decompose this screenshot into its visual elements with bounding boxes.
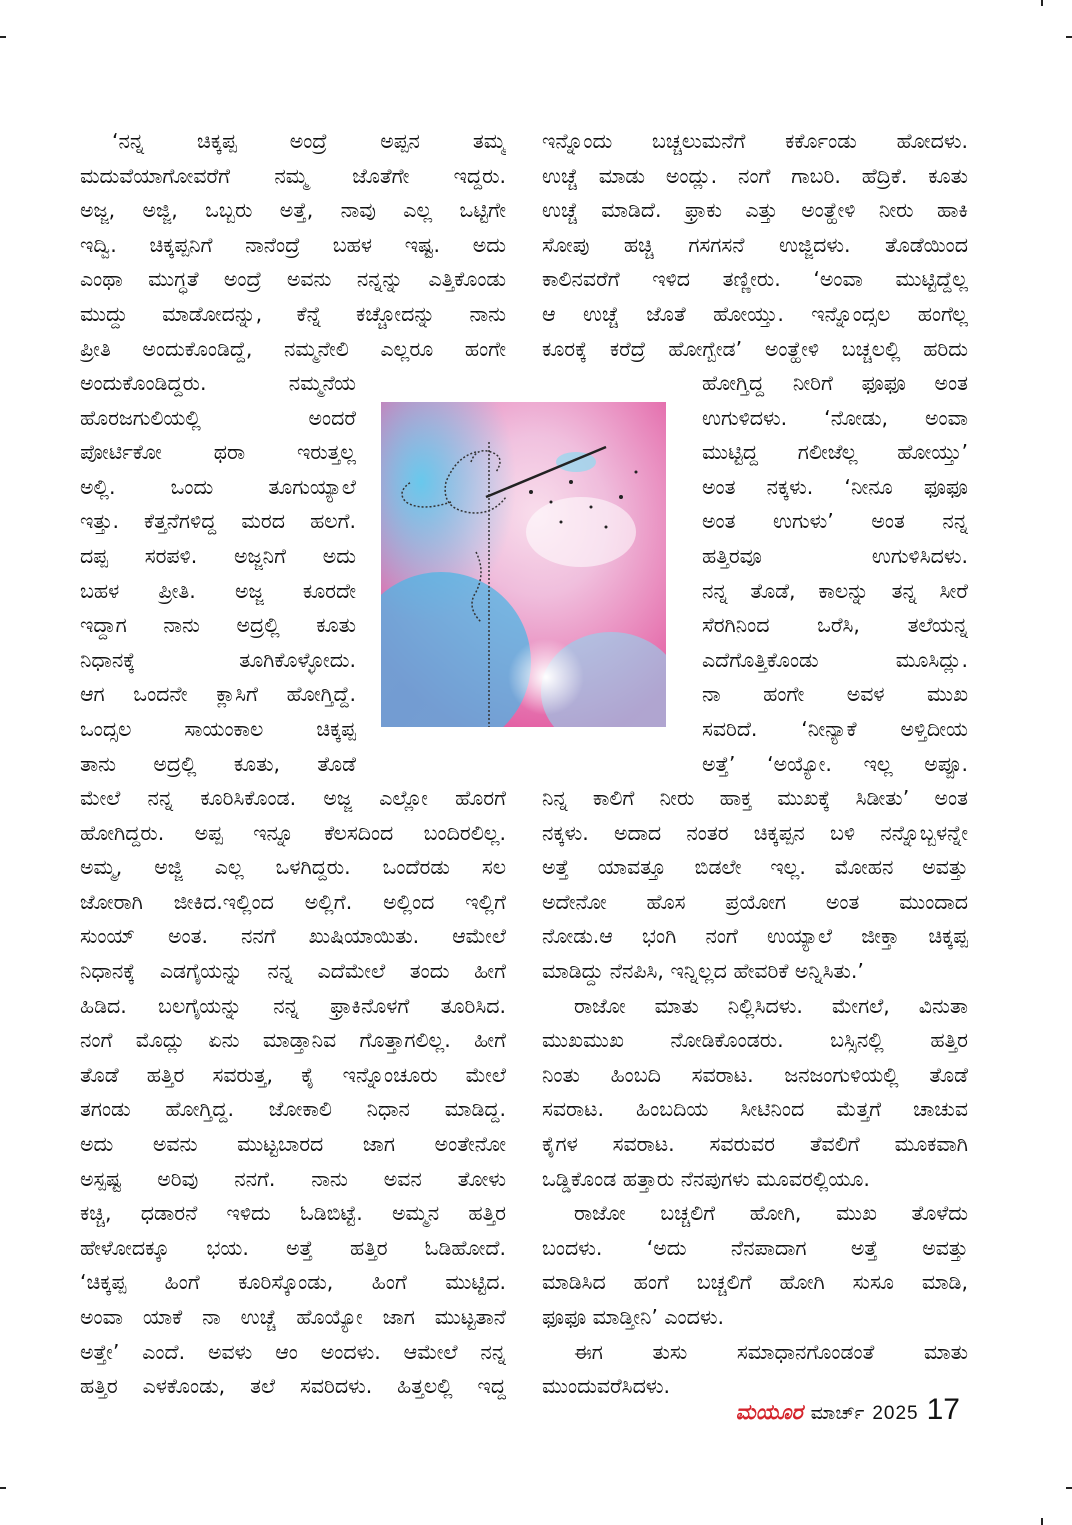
paragraph-line: ನಕ್ಕಳು. ಅದಾದ ನಂತರ ಚಿಕ್ಕಪ್ಪನ ಬಳಿ ನನ್ನೊಬ್ಬಳನ್ನೇ [542, 820, 968, 845]
paragraph-line: ತಗಂಡು ಹೋಗ್ತಿದ್ದ. ಜೋಕಾಲಿ ನಿಧಾನ ಮಾಡಿದ್ದ. [80, 1097, 506, 1122]
right-column-top [542, 124, 968, 366]
paragraph-line: ಪ್ರೀತಿ ಅಂದುಕೊಂಡಿದ್ದೆ, ನಮ್ಮನೇಲಿ ಎಲ್ಲರೂ ಹಂಗೇ [80, 336, 506, 361]
left-column-wrap [80, 366, 356, 781]
paragraph-line: ತಾನು ಅದ್ರಲ್ಲಿ ಕೂತು, ತೊಡೆ [80, 751, 356, 776]
paragraph-line: ರಾಜೋ ಬಚ್ಚಲಿಗೆ ಹೋಗಿ, ಮುಖ ತೊಳೆದು [574, 1201, 968, 1226]
paragraph-line: ‘ನನ್ನ ಚಿಕ್ಕಪ್ಪ ಅಂದ್ರೆ ಅಪ್ಪನ ತಮ್ಮ [112, 129, 506, 153]
paragraph-line: ನನ್ನ ತೊಡೆ, ಕಾಲನ್ನು ತನ್ನ ಸೀರೆ [702, 578, 968, 603]
paragraph-line: ನಿಧಾನಕ್ಕೆ ತೂಗಿಕೊಳ್ಳೋದು. [80, 647, 356, 672]
paragraph-line: ಹತ್ತಿರವೂ ಉಗುಳಿಸಿದಳು. [702, 543, 968, 568]
crop-mark [1041, 1518, 1043, 1525]
paragraph-line: ಸವರಾಟ. ಹಿಂಬದಿಯ ಸೀಟಿನಿಂದ ಮೆತ್ತಗೆ ಚಾಚುವ [542, 1097, 968, 1122]
paragraph-line: ಅತ್ತೆ ಯಾವತ್ತೂ ಬಿಡಲೇ ಇಲ್ಲ. ಮೋಹನ ಅವತ್ತು [542, 855, 968, 880]
crop-mark [1041, 0, 1043, 6]
paragraph-line: ಎಂಥಾ ಮುಗ್ಧತೆ ಅಂದ್ರೆ ಅವನು ನನ್ನನ್ನು ಎತ್ತಿಕೊಂಡು [80, 267, 506, 292]
magazine-logo: ಮಯೂರ [735, 1401, 803, 1424]
paragraph-line: ಉಚ್ಚೆ ಮಾಡು ಅಂದ್ಲು. ನಂಗೆ ಗಾಬರಿ. ಹೆದ್ರಿಕೆ. ಕೂತು [542, 163, 968, 188]
paragraph-line: ಕೂರಕ್ಕೆ ಕರೆದ್ರೆ ಹೋಗ್ಬೇಡ’ ಅಂತ್ಹೇಳಿ ಬಚ್ಚಲಲ್ಲಿ ಹರಿದು [542, 336, 968, 361]
crop-mark [1066, 36, 1072, 38]
paragraph-line: ಅಮ್ಮ, ಅಜ್ಜಿ ಎಲ್ಲ ಒಳಗಿದ್ದರು. ಒಂದೆರಡು ಸಲ [80, 855, 506, 880]
paragraph-line: ಮೇಲೆ ನನ್ನ ಕೂರಿಸಿಕೊಂಡ. ಅಜ್ಜ ಎಲ್ಲೋ ಹೊರಗೆ [80, 786, 506, 810]
paragraph-line: ಎದೆಗೊತ್ತಿಕೊಂಡು ಮೂಸಿದ್ಲು. [702, 647, 968, 672]
paragraph-line: ಹೋಗಿದ್ದರು. ಅಪ್ಪ ಇನ್ನೂ ಕೆಲಸದಿಂದ ಬಂದಿರಲಿಲ್ಲ. [80, 820, 506, 845]
paragraph-line: ಅಂತ ನಕ್ಕಳು. ‘ನೀನೂ ಫೂಫೂ [702, 474, 968, 499]
paragraph-line: ಹೇಳೋದಕ್ಕೂ ಭಯ. ಅತ್ತೆ ಹತ್ತಿರ ಓಡಿಹೋದೆ. [80, 1235, 506, 1260]
paragraph-line: ಮಾಡಿಸಿದ ಹಂಗೆ ಬಚ್ಚಲಿಗೆ ಹೋಗಿ ಸುಸೂ ಮಾಡಿ, [542, 1270, 968, 1295]
paragraph-line: ರಾಜೋ ಮಾತು ನಿಲ್ಲಿಸಿದಳು. ಮೇಗಲೆ, ವಿನುತಾ [574, 993, 968, 1018]
paragraph-line: ಸುಂಯ್ ಅಂತ. ನನಗೆ ಖುಷಿಯಾಯಿತು. ಆಮೇಲೆ [80, 924, 506, 949]
paragraph-line: ನಿಂತು ಹಿಂಬದಿ ಸವರಾಟ. ಜನಜಂಗುಳಿಯಲ್ಲಿ ತೊಡೆ [542, 1062, 968, 1087]
paragraph-line: ಮುದ್ದು ಮಾಡೋದನ್ನು, ಕೆನ್ನೆ ಕಚ್ಚೋದನ್ನು ನಾನು [80, 301, 506, 326]
paragraph-line: ತೊಡೆ ಹತ್ತಿರ ಸವರುತ್ತ, ಕೈ ಇನ್ನೊಂಚೂರು ಮೇಲೆ [80, 1062, 506, 1087]
paragraph-line: ನೋಡು.ಆ ಭಂಗಿ ನಂಗೆ ಉಯ್ಯಾಲೆ ಜೀಕ್ತಾ ಚಿಕ್ಕಪ್ಪ [542, 924, 968, 949]
paragraph-line: ಮಾಡಿದ್ದು ನೆನಪಿಸಿ, ಇನ್ನಿಲ್ಲದ ಹೇವರಿಕೆ ಅನ್ನಿಸಿತು.’ [542, 958, 864, 983]
paragraph-line: ಅದು ಅವನು ಮುಟ್ಟಬಾರದ ಜಾಗ ಅಂತೇನೋ [80, 1131, 506, 1156]
paragraph-line: ಸವರಿದೆ. ‘ನೀನ್ಯಾಕೆ ಅಳ್ತಿದೀಯ [702, 716, 968, 741]
paragraph-line: ಅಂವಾ ಯಾಕೆ ನಾ ಉಚ್ಚೆ ಹೊಯ್ಯೋ ಜಾಗ ಮುಟ್ಟತಾನೆ [80, 1304, 506, 1329]
crop-mark [0, 1487, 6, 1489]
paragraph-line: ಆ ಉಚ್ಚೆ ಜೊತೆ ಹೋಯ್ತು. ಇನ್ನೊಂದ್ಸಲ ಹಂಗೆಲ್ಲ [542, 301, 968, 326]
paragraph-line: ನಂಗೆ ಮೊದ್ಲು ಏನು ಮಾಡ್ತಾನಿವ ಗೊತ್ತಾಗಲಿಲ್ಲ. ಹೀಗೆ [80, 1028, 506, 1053]
article-illustration [381, 402, 666, 727]
paragraph-line: ಪೋರ್ಟಿಕೋ ಥರಾ ಇರುತ್ತಲ್ಲ [80, 440, 356, 465]
paragraph-line: ಅಂತ ಉಗುಳು’ ಅಂತ ನನ್ನ [702, 509, 968, 534]
paragraph-line: ಹತ್ತಿರ ಎಳಕೊಂಡು, ತಲೆ ಸವರಿದಳು. ಹಿತ್ತಲಲ್ಲಿ ಇದ್ದ [80, 1374, 506, 1399]
paragraph-line: ಫೂಫೂ ಮಾಡ್ತೀನಿ’ ಎಂದಳು. [542, 1304, 725, 1329]
paragraph-line: ಇನ್ನೊಂದು ಬಚ್ಚಲುಮನೆಗೆ ಕರ್ಕೊಂಡು ಹೋದಳು. [542, 129, 968, 153]
paragraph-line: ದಪ್ಪ ಸರಪಳಿ. ಅಜ್ಜನಿಗೆ ಅದು [80, 543, 356, 568]
paragraph-line: ಒಡ್ಡಿಕೊಂಡ ಹತ್ತಾರು ನೆನಪುಗಳು ಮೂವರಲ್ಲಿಯೂ. [542, 1166, 870, 1191]
left-column-bottom [80, 781, 506, 1404]
paragraph-line: ಹೊರಜಗುಲಿಯಲ್ಲಿ ಅಂದರೆ [80, 405, 356, 430]
paragraph-line: ನಿಧಾನಕ್ಕೆ ಎಡಗೈಯನ್ನು ನನ್ನ ಎದೆಮೇಲೆ ತಂದು ಹೀಗೆ [80, 958, 506, 983]
issue-month: ಮಾರ್ಚ್ [810, 1403, 865, 1424]
paragraph-line: ಸೋಪು ಹಚ್ಚಿ ಗಸಗಸನೆ ಉಜ್ಜಿದಳು. ತೊಡೆಯಿಂದ [542, 232, 968, 257]
paragraph-line: ಇತ್ತು. ಕೆತ್ತನೆಗಳಿದ್ದ ಮರದ ಹಲಗೆ. [80, 509, 356, 534]
paragraph-line: ಮದುವೆಯಾಗೋವರೆಗೆ ನಮ್ಮ ಜೊತೆಗೇ ಇದ್ದರು. [80, 163, 506, 188]
paragraph-line: ಅತ್ತೆ’ ‘ಅಯ್ಯೋ. ಇಲ್ಲ ಅಪ್ಪೂ. [702, 751, 968, 776]
paragraph-line: ಅಲ್ಲಿ. ಒಂದು ತೂಗುಯ್ಯಾಲೆ [80, 474, 356, 499]
paragraph-line: ‘ಚಿಕ್ಕಪ್ಪ ಹಿಂಗೆ ಕೂರಿಸ್ಕೊಂಡು, ಹಿಂಗೆ ಮುಟ್ಟಿದ. [80, 1270, 506, 1295]
page-footer [736, 1393, 960, 1433]
paragraph-line: ಅಂದುಕೊಂಡಿದ್ದರು. ನಮ್ಮನೆಯ [80, 371, 356, 395]
paragraph-line: ಉಗುಳಿದಳು. ‘ನೋಡು, ಅಂವಾ [702, 405, 968, 430]
paragraph-line: ಅತ್ತೇ’ ಎಂದೆ. ಅವಳು ಆಂ ಅಂದಳು. ಆಮೇಲೆ ನನ್ನ [80, 1339, 506, 1364]
paragraph-line: ಅದೇನೋ ಹೊಸ ಪ್ರಯೋಗ ಅಂತ ಮುಂದಾದ [542, 889, 968, 914]
paragraph-line: ಜೋರಾಗಿ ಜೀಕಿದ.ಇಲ್ಲಿಂದ ಅಲ್ಲಿಗೆ. ಅಲ್ಲಿಂದ ಇಲ್ಲಿಗೆ [80, 889, 506, 914]
illustration-art [381, 402, 666, 727]
paragraph-line: ಬಹಳ ಪ್ರೀತಿ. ಅಜ್ಜ ಕೂರದೇ [80, 578, 356, 603]
page-number: 17 [926, 1393, 960, 1426]
paragraph-line: ನಾ ಹಂಗೇ ಅವಳ ಮುಖ [702, 682, 968, 707]
right-column-bottom [542, 781, 968, 1404]
paragraph-line: ಹೋಗ್ತಿದ್ದ ನೀರಿಗೆ ಫೂಫೂ ಅಂತ [702, 371, 968, 395]
left-column-top [80, 124, 506, 366]
paragraph-line: ಹಿಡಿದ. ಬಲಗೈಯನ್ನು ನನ್ನ ಫ್ರಾಕಿನೊಳಗೆ ತೂರಿಸಿದ. [80, 993, 506, 1018]
right-column-wrap [702, 366, 968, 781]
paragraph-line: ನಿನ್ನ ಕಾಲಿಗೆ ನೀರು ಹಾಕ್ತ ಮುಖಕ್ಕೆ ಸಿಡೀತು’ ಅಂತ [542, 786, 968, 810]
paragraph-line: ಉಚ್ಚೆ ಮಾಡಿದೆ. ಫ್ರಾಕು ಎತ್ತು ಅಂತ್ಹೇಳಿ ನೀರು ಹಾಕಿ [542, 198, 968, 223]
paragraph-line: ಬಂದಳು. ‘ಅದು ನೆನಪಾದಾಗ ಅತ್ತೆ ಅವತ್ತು [542, 1235, 968, 1260]
issue-year: 2025 [872, 1403, 919, 1424]
paragraph-line: ಒಂದ್ಸಲ ಸಾಯಂಕಾಲ ಚಿಕ್ಕಪ್ಪ [80, 716, 356, 741]
paragraph-line: ಈಗ ತುಸು ಸಮಾಧಾನಗೊಂಡಂತೆ ಮಾತು [574, 1339, 968, 1364]
paragraph-line: ಸೆರಗಿನಿಂದ ಒರೆಸಿ, ತಲೆಯನ್ನ [702, 613, 968, 638]
paragraph-line: ಅಸ್ಪಷ್ಟ ಅರಿವು ನನಗೆ. ನಾನು ಅವನ ತೋಳು [80, 1166, 506, 1191]
paragraph-line: ಕೈಗಳ ಸವರಾಟ. ಸವರುವರ ತೆವಲಿಗೆ ಮೂಕವಾಗಿ [542, 1131, 968, 1156]
paragraph-line: ಕಚ್ಚಿ, ಧಡಾರನೆ ಇಳಿದು ಓಡಿಬಿಟ್ಟೆ. ಅಮ್ಮನ ಹತ್ತಿರ [80, 1201, 506, 1226]
paragraph-line: ಕಾಲಿನವರೆಗೆ ಇಳಿದ ತಣ್ಣೀರು. ‘ಅಂವಾ ಮುಟ್ಟಿದ್ದೆಲ್ಲ [542, 267, 968, 292]
paragraph-line: ಮುಂದುವರೆಸಿದಳು. [542, 1374, 670, 1399]
paragraph-line: ಇದ್ವಿ. ಚಿಕ್ಕಪ್ಪನಿಗೆ ನಾನೆಂದ್ರೆ ಬಹಳ ಇಷ್ಟ. ಅದು [80, 232, 506, 257]
paragraph-line: ಇದ್ದಾಗ ನಾನು ಅದ್ರಲ್ಲಿ ಕೂತು [80, 613, 356, 638]
paragraph-line: ಮುಟ್ಟಿದ್ದ ಗಲೀಜೆಲ್ಲ ಹೋಯ್ತು’ [702, 440, 968, 465]
paragraph-line: ಆಗ ಒಂದನೇ ಕ್ಲಾಸಿಗೆ ಹೋಗ್ತಿದ್ದೆ. [80, 682, 356, 707]
crop-mark [1066, 1487, 1072, 1489]
paragraph-line: ಮುಖಮುಖ ನೋಡಿಕೊಂಡರು. ಬಸ್ಸಿನಲ್ಲಿ ಹತ್ತಿರ [542, 1028, 968, 1053]
crop-mark [0, 36, 6, 38]
paragraph-line: ಅಜ್ಜ, ಅಜ್ಜಿ, ಒಬ್ಬರು ಅತ್ತೆ, ನಾವು ಎಲ್ಲ ಒಟ್ಟಿಗೇ [80, 198, 506, 223]
